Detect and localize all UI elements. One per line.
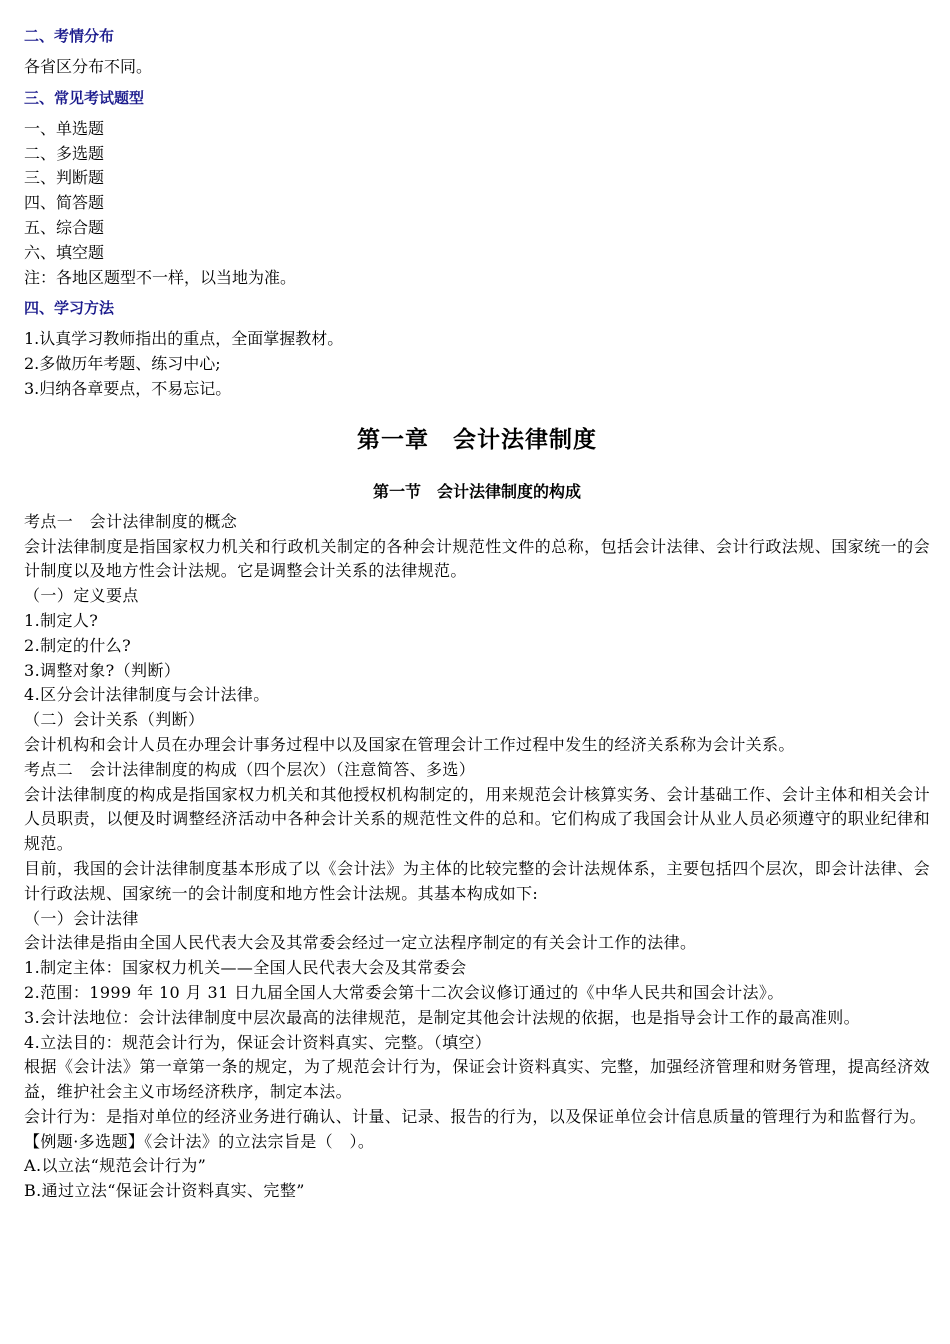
list-item: 二、多选题	[24, 143, 105, 163]
list-item: 六、填空题	[24, 242, 105, 262]
list-item: 2.多做历年考题、练习中心;	[24, 354, 221, 374]
question-types-note: 注：各地区题型不一样，以当地为准。	[24, 267, 297, 287]
body-line: （一）定义要点	[24, 586, 139, 606]
body-line: 考点二 会计法律制度的构成（四个层次）（注意简答、多选）	[24, 759, 476, 779]
body-paragraph: 会计行为：是指对单位的经济业务进行确认、计量、记录、报告的行为，以及保证单位会计信息质量的管理行为和监督行为。	[24, 1106, 927, 1126]
body-line: 1.制定主体：国家权力机关——全国人民代表大会及其常委会	[24, 958, 467, 978]
body-line: 4.区分会计法律制度与会计法律。	[24, 685, 270, 705]
body-line: （一）会计法律	[24, 908, 139, 928]
body-paragraph: 2.范围：1999 年 10 月 31 日九届全国人大常委会第十二次会议修订通过的《中华人民共和国会计法》。	[24, 982, 784, 1002]
document-page	[24, 26, 930, 1204]
heading-question-types: 三、常见考试题型	[24, 89, 145, 107]
body-paragraph: 会计法律是指由全国人民代表大会及其常委会经过一定立法程序制定的有关会计工作的法律。	[24, 933, 697, 953]
exam-distribution-text: 各省区分布不同。	[24, 57, 153, 76]
body-paragraph: 根据《会计法》第一章第一条的规定，为了规范会计行为，保证会计资料真实、完整，加强经济管理和财务管理，提高经济效益，维护社会主义市场经济秩序，制定本法。	[24, 1057, 930, 1102]
heading-study-methods: 四、学习方法	[24, 300, 115, 318]
chapter-title: 第一章 会计法律制度	[357, 425, 597, 452]
list-item: 一、单选题	[24, 118, 105, 138]
list-item: 五、综合题	[24, 217, 105, 237]
list-item: 1.认真学习教师指出的重点，全面掌握教材。	[24, 329, 344, 349]
body-paragraph: 目前，我国的会计法律制度基本形成了以《会计法》为主体的比较完整的会计法规体系，主要包括四个层次，即会计法律、会计行政法规、国家统一的会计制度和地方性会计法规。其基本构成如下:	[24, 858, 930, 903]
example-option-b: B.通过立法“保证会计资料真实、完整”	[24, 1181, 305, 1201]
body-paragraph: 会计法律制度的构成是指国家权力机关和其他授权机构制定的，用来规范会计核算实务、会计基础工作、会计主体和相关会计人员职责，以便及时调整经济活动中各种会计关系的规范性文件的总和。它们构成了我国会计从业人员必须遵守的职业纪律和规范。	[24, 784, 930, 854]
body-line: 4.立法目的：规范会计行为，保证会计资料真实、完整。（填空）	[24, 1032, 492, 1052]
body-line: 2.制定的什么?	[24, 635, 132, 655]
question-types-list	[24, 117, 930, 291]
section-title: 第一节 会计法律制度的构成	[372, 481, 581, 501]
body-paragraph: 会计法律制度是指国家权力机关和行政机关制定的各种会计规范性文件的总称，包括会计法律、会计行政法规、国家统一的会计制度以及地方性会计法规。它是调整会计关系的法律规范。	[24, 536, 930, 581]
body-line: （二）会计关系（判断）	[24, 710, 205, 730]
body-line: 考点一 会计法律制度的概念	[24, 511, 238, 531]
body-paragraph: 3.会计法地位：会计法律制度中层次最高的法律规范，是制定其他会计法规的依据，也是指导会计工作的最高准则。	[24, 1007, 861, 1027]
example-option-a: A.以立法“规范会计行为”	[24, 1156, 207, 1176]
body-text	[24, 510, 930, 1204]
body-paragraph: 会计机构和会计人员在办理会计事务过程中以及国家在管理会计工作过程中发生的经济关系称为会计关系。	[24, 734, 795, 754]
body-line: 3.调整对象?（判断）	[24, 660, 181, 680]
list-item: 3.归纳各章要点，不易忘记。	[24, 378, 232, 398]
study-methods-list	[24, 327, 930, 401]
list-item: 三、判断题	[24, 168, 105, 188]
heading-exam-distribution: 二、考情分布	[24, 28, 115, 45]
list-item: 四、简答题	[24, 193, 105, 213]
example-question: 【例题·多选题】《会计法》的立法宗旨是（ ）。	[24, 1131, 375, 1151]
body-line: 1.制定人?	[24, 610, 99, 630]
